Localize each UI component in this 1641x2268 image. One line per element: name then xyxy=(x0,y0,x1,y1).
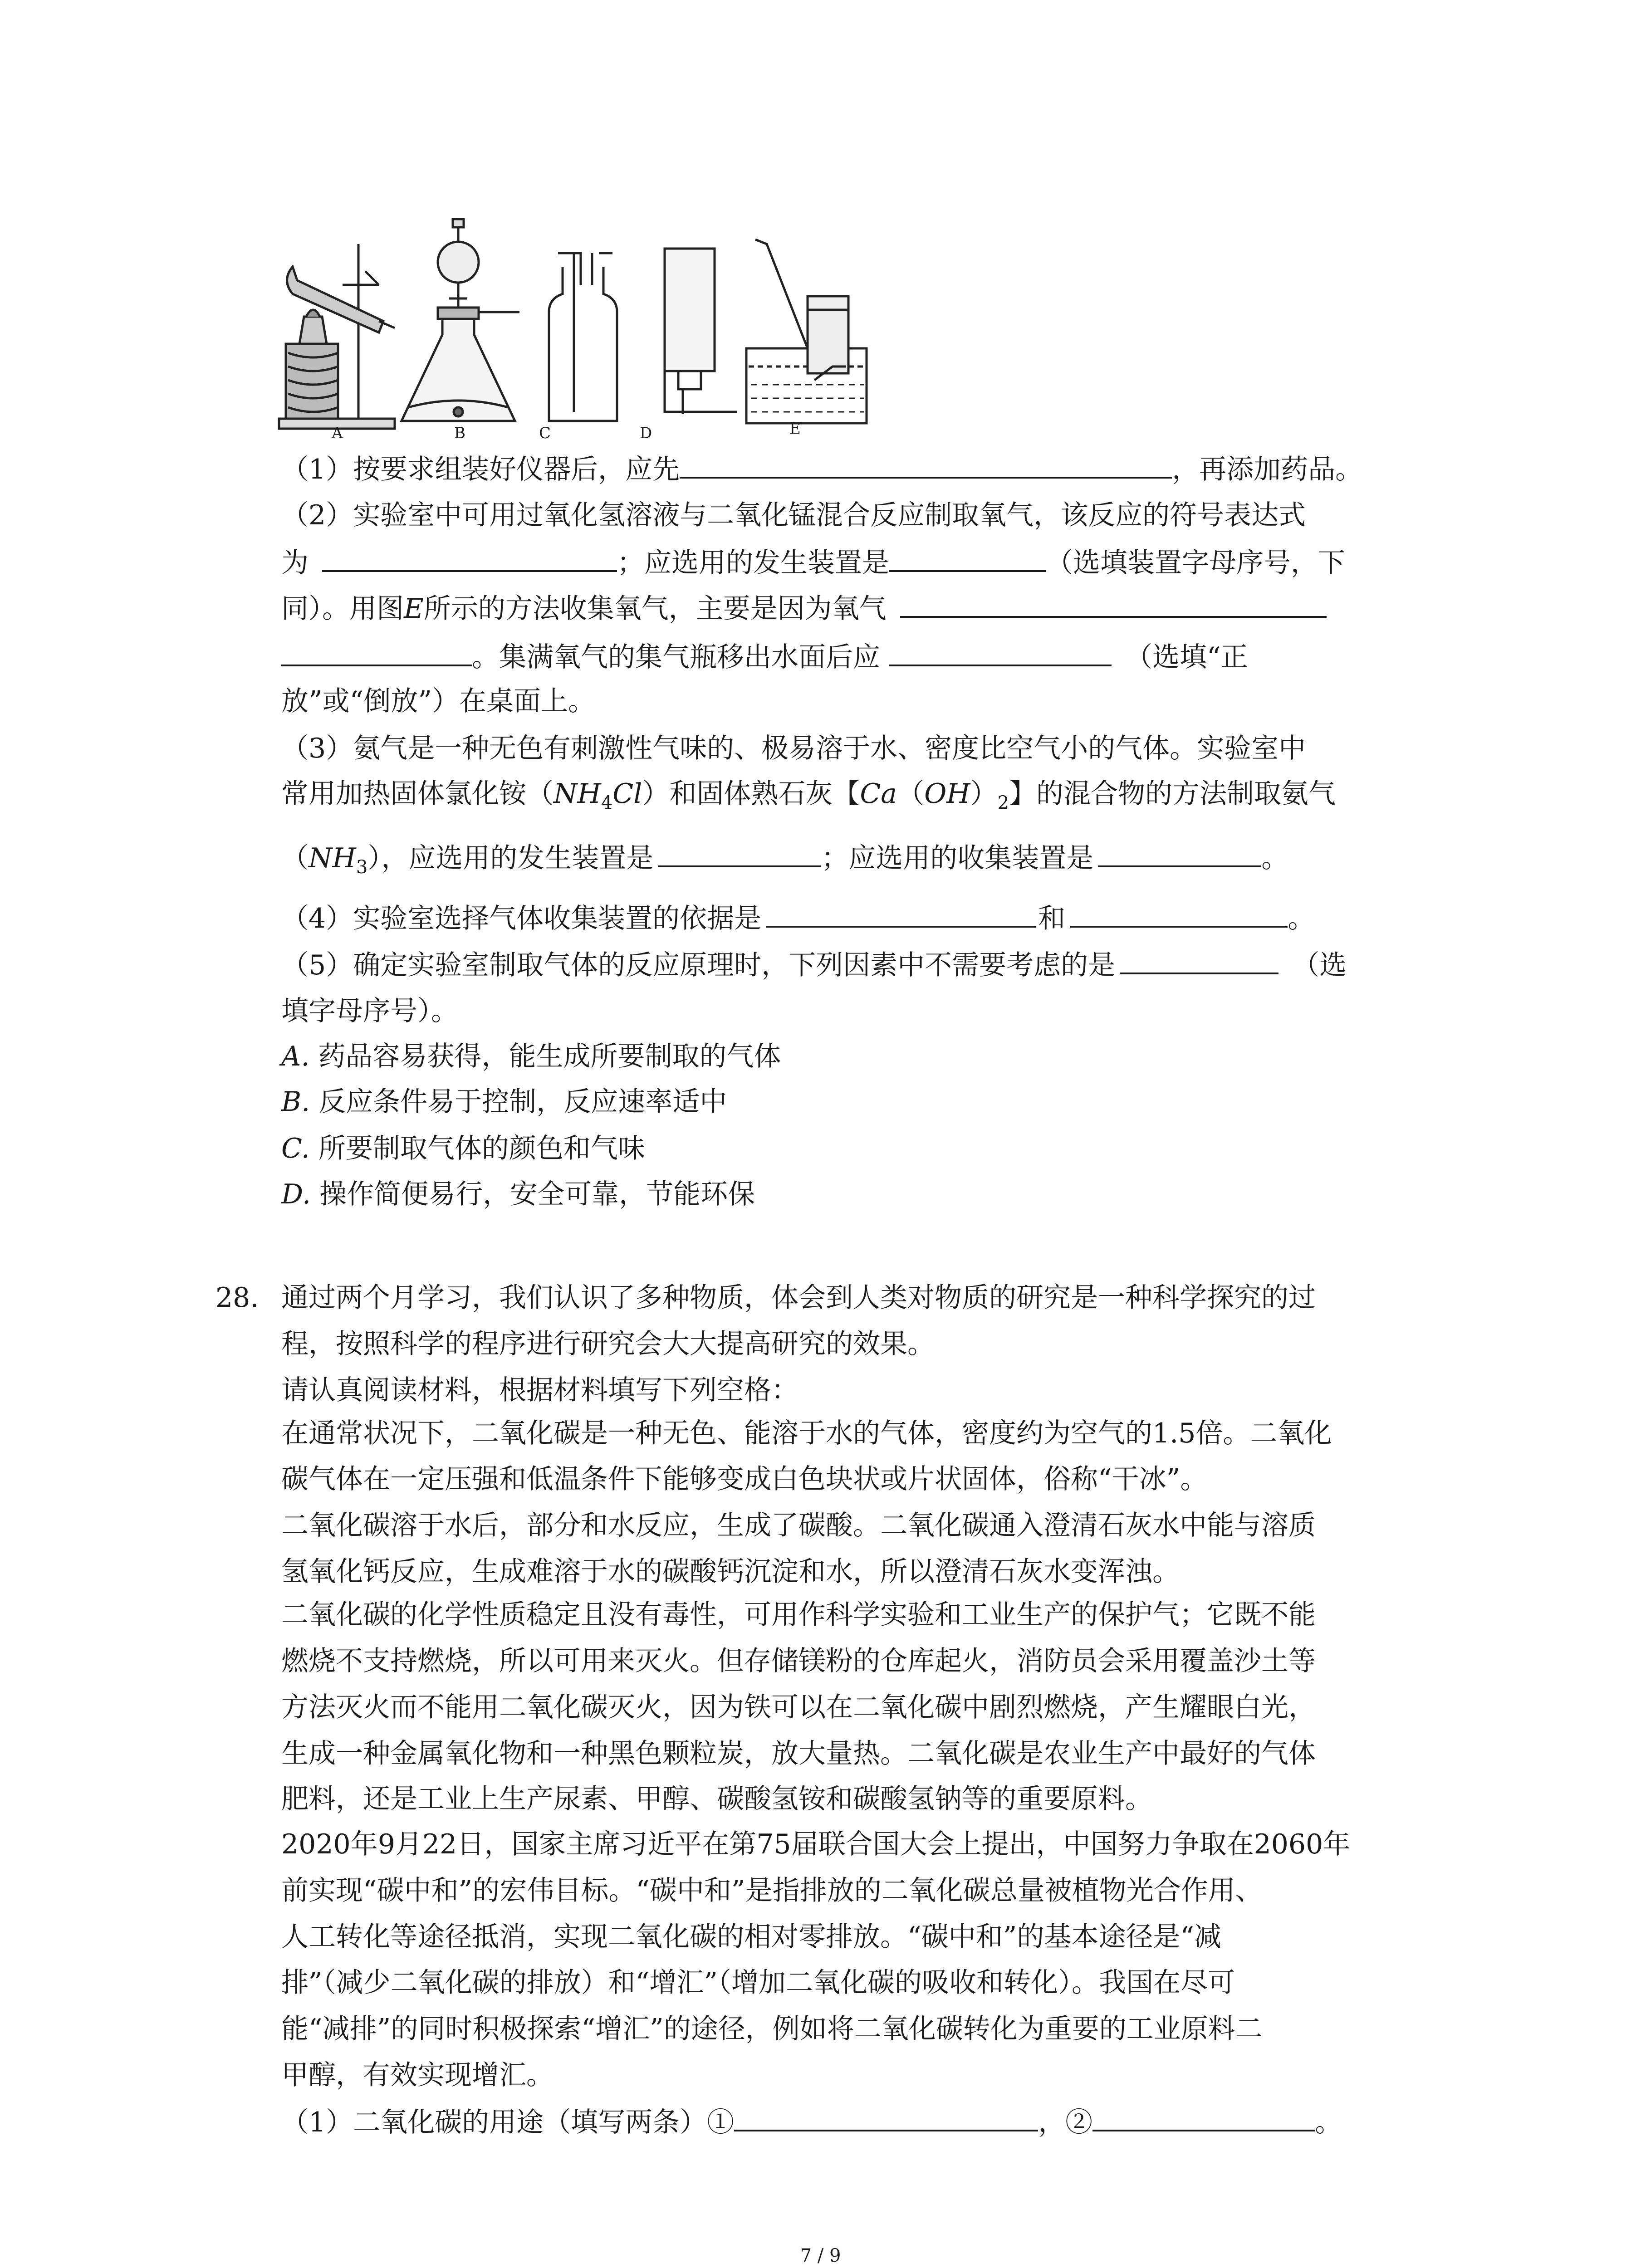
answer-blank[interactable] xyxy=(1070,899,1288,928)
label-a: A xyxy=(332,424,343,442)
q27-part2-line5: 放”或“倒放”）在桌面上。 xyxy=(281,685,596,717)
answer-blank[interactable] xyxy=(322,544,617,572)
q27-part2-line1: （2）实验室中可用过氧化氢溶液与二氧化锰混合反应制取氧气，该反应的符号表达式 xyxy=(281,499,1306,531)
q28-passage-line: 氢氧化钙反应，生成难溶于水的碳酸钙沉淀和水，所以澄清石灰水变浑浊。 xyxy=(281,1556,1180,1588)
answer-blank[interactable] xyxy=(1098,839,1261,867)
option-a: A. 药品容易获得，能生成所要制取的气体 xyxy=(281,1041,781,1072)
q28-passage-line: 排”（减少二氧化碳的排放）和“增汇”（增加二氧化碳的吸收和转化）。我国在尽可 xyxy=(281,1967,1235,1999)
q28-passage-line: 能“减排”的同时积极探索“增汇”的途径，例如将二氧化碳转化为重要的工业原料二 xyxy=(281,2013,1263,2045)
answer-blank[interactable] xyxy=(889,638,1112,666)
q27-part2-line3: 同）。用图E所示的方法收集氧气，主要是因为氧气 xyxy=(281,590,1327,627)
q27-part5-line2: 填字母序号）。 xyxy=(281,995,458,1027)
label-c: C xyxy=(539,424,551,442)
q28-passage-line: 方法灭火而不能用二氧化碳灭火，因为铁可以在二氧化碳中剧烈燃烧，产生耀眼白光， xyxy=(281,1691,1316,1723)
label-b: B xyxy=(454,424,465,442)
q28-passage-line: 燃烧不支持燃烧，所以可用来灭火。但存储镁粉的仓库起火，消防员会采用覆盖沙土等 xyxy=(281,1645,1316,1677)
q28-passage-line: 2020年9月22日，国家主席习近平在第75届联合国大会上提出，中国努力争取在2060年 xyxy=(281,1828,1351,1860)
label-e: E xyxy=(789,420,801,438)
q28-passage-line: 人工转化等途径抵消，实现二氧化碳的相对零排放。“碳中和”的基本途径是“减 xyxy=(281,1921,1222,1953)
apparatus-figure xyxy=(274,217,869,453)
apparatus-a xyxy=(279,244,395,429)
answer-blank[interactable] xyxy=(658,839,821,867)
answer-blank[interactable] xyxy=(766,899,1036,928)
q27-part3-line2: 常用加热固体氯化铵$(NH_4Cl)$和固体熟石灰【$Ca(OH)_2$】的混合物的方法制取氨气 xyxy=(281,778,1336,813)
q28-passage-line: 肥料，还是工业上生产尿素、甲醇、碳酸氢铵和碳酸氢钠等的重要原料。 xyxy=(281,1783,1152,1815)
q28-passage-line: 程，按照科学的程序进行研究会大大提高研究的效果。 xyxy=(281,1328,935,1360)
option-b: B. 反应条件易于控制，反应速率适中 xyxy=(281,1086,727,1118)
apparatus-c xyxy=(549,253,617,421)
answer-blank[interactable] xyxy=(889,544,1046,572)
q27-part2-line2: 为 ；应选用的发生装置是 （选填装置字母序号，下 xyxy=(281,544,1345,581)
answer-blank[interactable] xyxy=(680,450,1172,479)
option-c: C. 所要制取气体的颜色和气味 xyxy=(281,1133,645,1164)
q27-part3-line3: $(NH_3)$，应选用的发生装置是 ；应选用的收集装置是 。 xyxy=(281,839,1288,885)
q28-passage-line: 请认真阅读材料，根据材料填写下列空格： xyxy=(281,1374,798,1406)
answer-blank[interactable] xyxy=(900,590,1327,618)
q27-part1: （1）按要求组装好仪器后，应先 ，再添加药品。 xyxy=(281,450,1362,488)
q28-passage-line: 二氧化碳的化学性质稳定且没有毒性，可用作科学实验和工业生产的保护气；它既不能 xyxy=(281,1599,1316,1631)
q28-passage-line: 生成一种金属氧化物和一种黑色颗粒炭，放大量热。二氧化碳是农业生产中最好的气体 xyxy=(281,1738,1316,1769)
label-d: D xyxy=(640,424,652,442)
apparatus-b xyxy=(402,219,519,421)
q27-part4: （4）实验室选择气体收集装置的依据是 和 。 xyxy=(281,899,1315,937)
answer-blank[interactable] xyxy=(1092,2103,1315,2131)
apparatus-e xyxy=(746,240,867,423)
page-number: 7 / 9 xyxy=(800,2245,841,2266)
q28-passage-line: 前实现“碳中和”的宏伟目标。“碳中和”是指排放的二氧化碳总量被植物光合作用、 xyxy=(281,1875,1263,1906)
q28-passage-line: 在通常状况下，二氧化碳是一种无色、能溶于水的气体，密度约为空气的1.5倍。二氧化 xyxy=(281,1418,1332,1449)
option-d: D. 操作简便易行，安全可靠，节能环保 xyxy=(281,1178,755,1210)
q28-part1: （1）二氧化碳的用途（填写两条）① ，② 。 xyxy=(281,2103,1342,2141)
apparatus-d xyxy=(665,249,737,414)
q27-part2-line4: 。集满氧气的集气瓶移出水面后应 （选填“正 xyxy=(281,638,1248,675)
q28-passage-line: 甲醇，有效实现增汇。 xyxy=(281,2059,554,2091)
answer-blank[interactable] xyxy=(1120,946,1279,974)
q28-passage-line: 碳气体在一定压强和低温条件下能够变成白色块状或片状固体，俗称“干冰”。 xyxy=(281,1463,1208,1495)
q28-passage-line: 二氧化碳溶于水后，部分和水反应，生成了碳酸。二氧化碳通入澄清石灰水中能与溶质 xyxy=(281,1510,1316,1541)
q27-part5-line1: （5）确定实验室制取气体的反应原理时，下列因素中不需要考虑的是 （选 xyxy=(281,946,1347,983)
q27-part3-line1: （3）氨气是一种无色有刺激性气味的、极易溶于水、密度比空气小的气体。实验室中 xyxy=(281,733,1306,764)
q28-passage-line: 通过两个月学习，我们认识了多种物质，体会到人类对物质的研究是一种科学探究的过 xyxy=(281,1282,1316,1314)
answer-blank[interactable] xyxy=(734,2103,1038,2131)
answer-blank[interactable] xyxy=(281,638,472,666)
q28-number: 28. xyxy=(216,1282,259,1314)
